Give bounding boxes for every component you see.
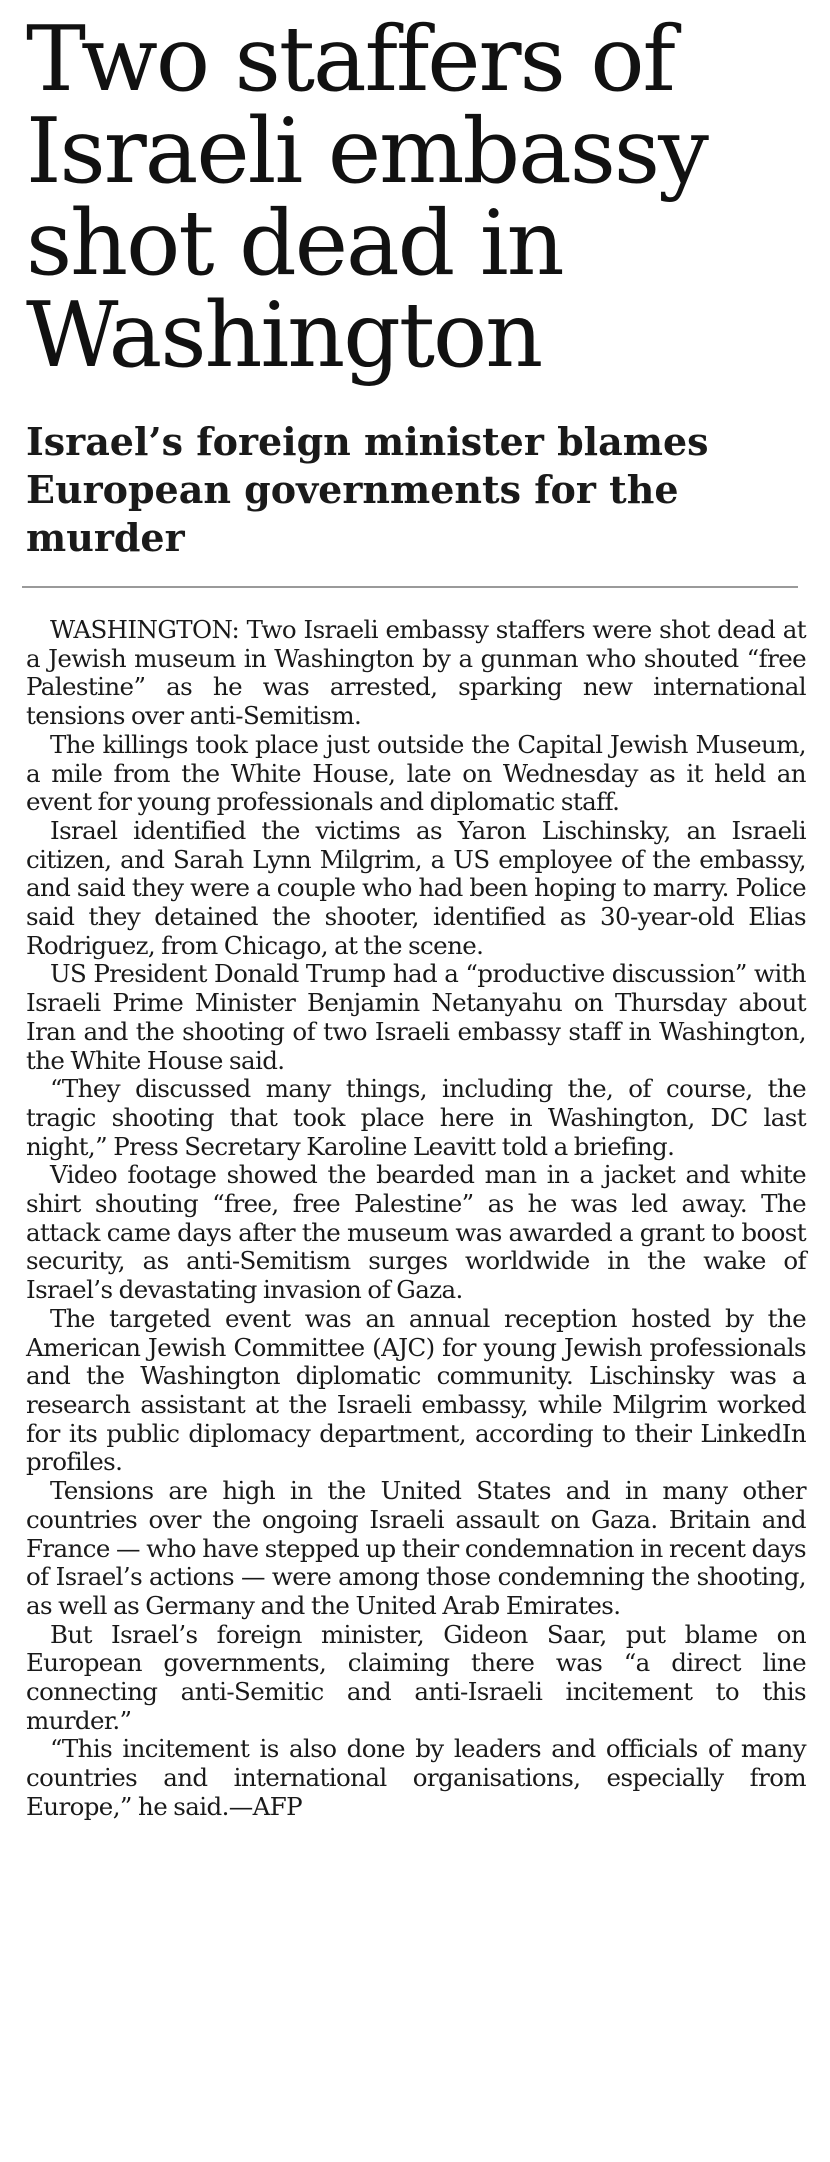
article-paragraph: Video footage showed the bearded man in a jacket and white shirt shouting “free, free Palestine” as he was led away. The attack came days after the museum was awarded a grant to boost security, as anti-Semitism surges worldwide in the wake of Israel’s devastating invasion of Gaza. xyxy=(26,1160,806,1305)
headline: Two staffers of Israeli embassy shot dead in Washington xyxy=(26,7,707,388)
article-paragraph: The targeted event was an annual reception hosted by the American Jewish Committee (AJC) for young Jewish professionals and the Washington diplomatic community. Lischinsky was a research assistant at the Israeli embassy, while Milgrim worked for its public diplomacy department, according to their LinkedIn profiles. xyxy=(26,1303,806,1477)
article-paragraph: US President Donald Trump had a “productive discussion” with Israeli Prime Minister Benjamin Netanyahu on Thursday about Iran and the shooting of two Israeli embassy staff in Washington, the White House said. xyxy=(26,959,806,1075)
article-paragraph: Tensions are high in the United States and in many other countries over the ongoing Israeli assault on Gaza. Britain and France — who have stepped up their condemnation in recent days of Israel’s actions — were among those condemning the shooting, as well as Germany and the United Arab Emirates. xyxy=(26,1476,806,1620)
paragraph-text: Two Israeli embassy staffers were shot dead at a Jewish museum in Washington by a gunman who shouted “free Palestine” as he was arrested, sparking new international tensions over anti-Semitism. xyxy=(26,615,806,731)
article-paragraph xyxy=(26,616,806,731)
subheadline: Israel’s foreign minister blames European governments for the murder xyxy=(26,419,709,560)
article-body xyxy=(26,616,806,1822)
article-paragraph: Israel identified the victims as Yaron Lischinsky, an Israeli citizen, and Sarah Lynn Milgrim, a US employee of the embassy, and said they were a couple who had been hoping to marry. Police said they detained the shooter, identified as 30-year-old Elias Rodriguez, from Chicago, at the scene. xyxy=(26,815,806,960)
article-paragraph: “This incitement is also done by leaders and officials of many countries and international organisations, especially from Europe,” he said.—AFP xyxy=(26,1734,806,1821)
dateline: WASHINGTON: xyxy=(50,615,240,644)
divider-rule xyxy=(22,586,798,588)
article-paragraph: “They discussed many things, including the, of course, the tragic shooting that took place here in Washington, DC last night,” Press Secretary Karoline Leavitt told a briefing. xyxy=(26,1074,806,1161)
article-paragraph: But Israel’s foreign minister, Gideon Saar, put blame on European governments, claiming there was “a direct line connecting anti-Semitic and anti-Israeli incitement to this murder.” xyxy=(26,1619,806,1735)
article-paragraph: The killings took place just outside the Capital Jewish Museum, a mile from the White House, late on Wednesday as it held an event for young professionals and diplomatic staff. xyxy=(26,729,806,817)
